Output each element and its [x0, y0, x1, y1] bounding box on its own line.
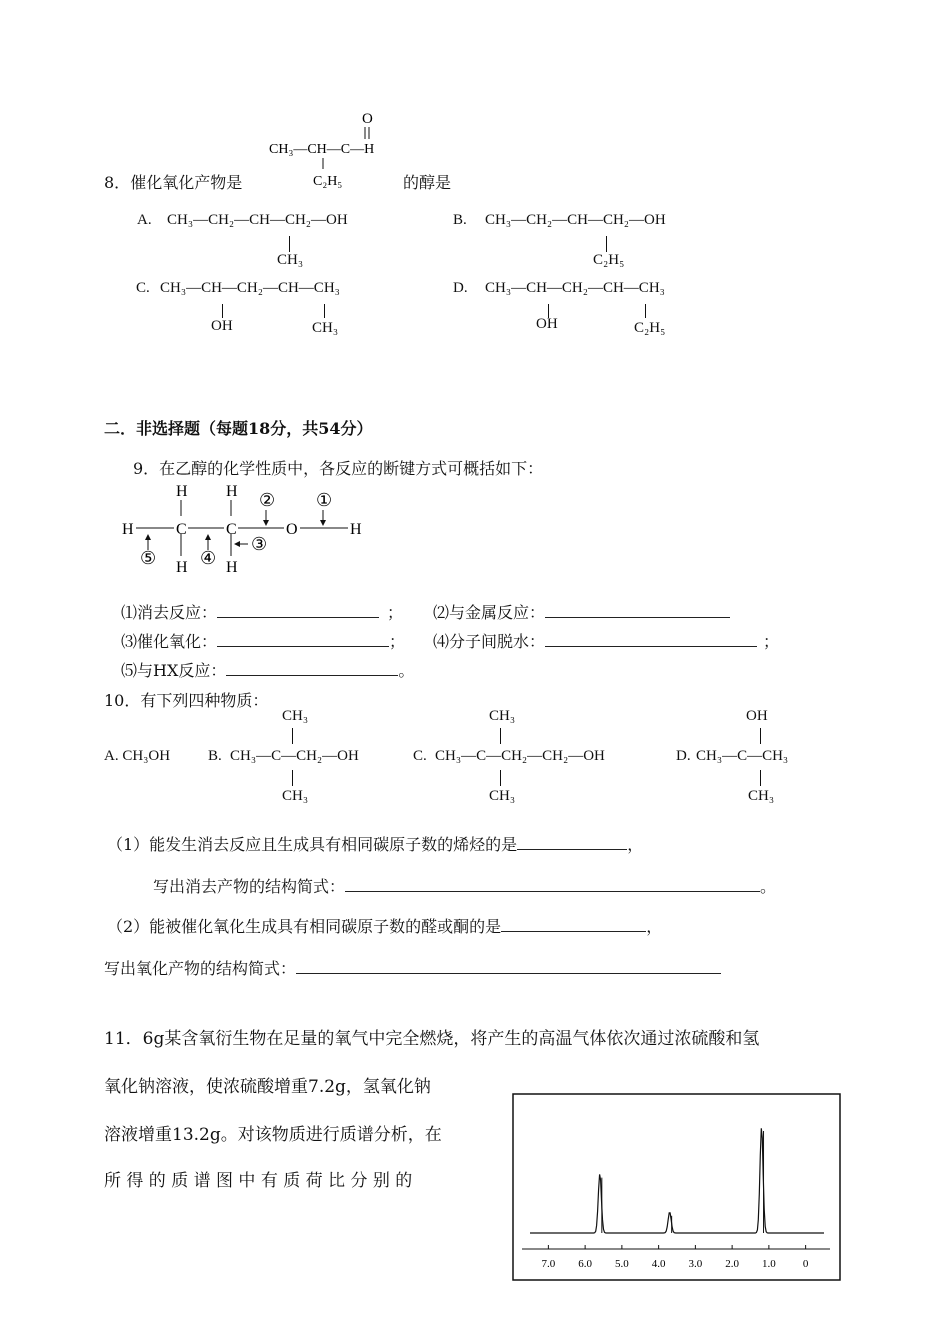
atom-h-bottom2: H — [226, 559, 238, 576]
q10-sub1: （1）能发生消去反应且生成具有相同碳原子数的烯烃的是 ， — [107, 835, 644, 854]
q10-option-d[interactable]: D. OH CH₃—C—CH₃ CH₃ — [676, 708, 789, 804]
q8-text-after: 的醇是 — [403, 173, 452, 192]
q8-option-a[interactable] — [137, 210, 407, 275]
q8-option-a-chain: CH₃—CH₂—CH—CH₂—OH — [167, 212, 348, 228]
q10-option-c-bottom: CH₃ — [489, 788, 516, 804]
q10-option-c-chain: CH₃—C—CH₂—CH₂—OH — [435, 748, 605, 764]
x-tick-label-6: 1.0 — [762, 1258, 776, 1270]
q8-option-d[interactable] — [453, 278, 733, 343]
q10-text: 10．有下列四种物质： — [104, 691, 269, 710]
atom-h-top2: H — [226, 483, 238, 500]
q9-item-4: ⑷分子间脱水： ； — [433, 632, 780, 651]
q10-option-a-formula: CH₃OH — [122, 748, 171, 764]
bond-label-4: ④ — [200, 548, 217, 568]
q10-option-c-top: CH₃ — [489, 708, 516, 724]
chart-frame — [513, 1094, 840, 1280]
q9-ethanol-bond-diagram — [118, 478, 378, 578]
spectrum-chart — [512, 1093, 842, 1283]
q9-text: 9．在乙醇的化学性质中，各反应的断键方式可概括如下： — [133, 459, 544, 478]
q10-sub1b: 写出消去产物的结构简式： 。 — [153, 877, 777, 896]
q10-option-d-chain: CH₃—C—CH₃ — [696, 748, 789, 764]
x-tick-label-7: 0 — [802, 1258, 809, 1270]
q8-product-branch: C₂H₅ — [313, 174, 343, 189]
q8-number: 8． — [104, 173, 131, 192]
bond-label-2: ② — [259, 490, 276, 510]
atom-c2: C — [226, 521, 237, 538]
q8-option-c-branch1: OH — [211, 318, 233, 334]
q9-item-2: ⑵与金属反应： — [433, 600, 730, 623]
atom-c1: C — [176, 521, 187, 538]
q8-option-c-chain: CH₃—CH—CH₂—CH—CH₃ — [160, 280, 340, 296]
x-tick-label-5: 2.0 — [725, 1258, 739, 1270]
q8-option-b-letter: B. — [453, 212, 467, 228]
q10-option-b-top: CH₃ — [282, 708, 309, 724]
q8-option-c[interactable] — [136, 278, 416, 343]
q10-sub1-blank[interactable] — [517, 835, 627, 850]
q9-item-1: ⑴消去反应： ； — [121, 603, 404, 622]
x-tick-label-2: 5.0 — [615, 1258, 629, 1270]
q9-answer-blank-1[interactable] — [217, 603, 379, 618]
q8-option-b[interactable] — [453, 210, 723, 275]
q8-product-chain: CH₃—CH—C—H — [269, 142, 375, 157]
q8-product-structure — [265, 105, 415, 190]
q10-option-d-bottom: CH₃ — [748, 788, 775, 804]
q9-answer-blank-2[interactable] — [545, 603, 730, 618]
q10-option-d-top: OH — [746, 708, 768, 724]
x-tick-label-1: 6.0 — [578, 1258, 592, 1270]
q9-answer-blank-5[interactable] — [226, 661, 398, 676]
q10-sub2: （2）能被催化氧化生成具有相同碳原子数的醛或酮的是 ， — [107, 917, 663, 936]
q8-option-d-branch2: C₂H₅ — [634, 320, 666, 336]
atom-o: O — [286, 521, 298, 538]
q8-option-d-chain: CH₃—CH—CH₂—CH—CH₃ — [485, 280, 665, 296]
q9-answer-blank-3[interactable] — [217, 632, 389, 647]
q8-option-c-branch2: CH₃ — [312, 320, 339, 336]
bond-label-3: ③ — [251, 534, 268, 554]
q8-product-oxygen: O — [362, 111, 373, 127]
q11-line-4: 所 得 的 质 谱 图 中 有 质 荷 比 分 别 的 — [104, 1171, 413, 1191]
q8-option-a-letter: A. — [137, 212, 152, 228]
q8-option-c-letter: C. — [136, 280, 150, 296]
q11-line-1: 11．6g某含氧衍生物在足量的氧气中完全燃烧，将产生的高温气体依次通过浓硫酸和氢 — [104, 1029, 760, 1049]
bond-label-5: ⑤ — [140, 548, 157, 568]
q8-option-b-branch: C₂H₅ — [593, 252, 625, 268]
atom-h-bottom1: H — [176, 559, 188, 576]
q9-item-3: ⑶催化氧化： ； — [121, 632, 406, 651]
q9-item-5: ⑸与HX反应： 。 — [121, 661, 415, 680]
q8-option-d-letter: D. — [453, 280, 468, 296]
section-2-title: 二．非选择题（每题18分，共54分） — [104, 419, 373, 438]
q10-sub2b-blank[interactable] — [296, 959, 721, 974]
x-tick-label-4: 3.0 — [688, 1258, 703, 1270]
q10-sub2b: 写出氧化产物的结构简式： — [104, 956, 721, 979]
q10-option-b-bottom: CH₃ — [282, 788, 309, 804]
q8-text-before: 催化氧化产物是 — [130, 173, 243, 192]
q10-option-c[interactable]: C. CH₃ CH₃—C—CH₂—CH₂—OH CH₃ — [413, 708, 605, 804]
q10-option-a[interactable]: A. CH₃OH — [104, 748, 171, 764]
q9-answer-blank-4[interactable] — [545, 632, 757, 647]
q8-option-d-branch1: OH — [536, 316, 558, 332]
q11-line-3: 溶液增重13.2g。对该物质进行质谱分析，在 — [104, 1125, 442, 1145]
q10-option-b-chain: CH₃—C—CH₂—OH — [230, 748, 359, 764]
x-tick-label-3: 4.0 — [651, 1258, 666, 1270]
x-tick-label-0: 7.0 — [541, 1258, 556, 1270]
q10-option-b[interactable]: B. CH₃ CH₃—C—CH₂—OH CH₃ — [208, 708, 359, 804]
atom-h-top1: H — [176, 483, 188, 500]
q10-sub2-blank[interactable] — [501, 917, 646, 932]
q10-sub1b-blank[interactable] — [345, 877, 760, 892]
q8-option-b-chain: CH₃—CH₂—CH—CH₂—OH — [485, 212, 666, 228]
q8-option-a-branch: CH₃ — [277, 252, 304, 268]
atom-h-left: H — [122, 521, 134, 538]
q11-line-2: 氧化钠溶液，使浓硫酸增重7.2g，氢氧化钠 — [104, 1077, 431, 1097]
atom-h-right: H — [350, 521, 362, 538]
bond-label-1: ① — [316, 490, 333, 510]
